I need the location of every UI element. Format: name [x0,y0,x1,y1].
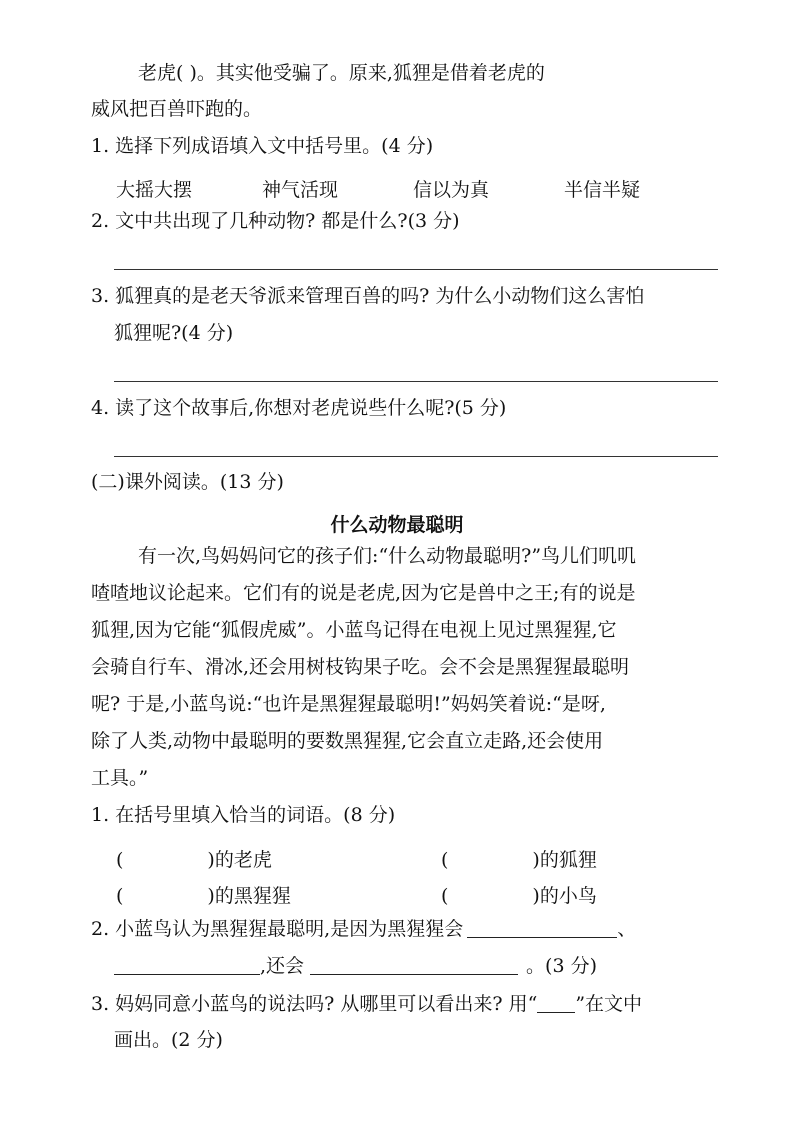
reading-question-2-line-2 [114,956,597,976]
fill-blank-fox[interactable] [441,845,597,872]
story-line-2: 威风把百兽吓跑的。 [91,98,263,120]
separator: 、 [617,918,637,940]
answer-line-q2[interactable] [114,269,718,270]
section-heading: (二)课外阅读。(13 分) [91,471,284,493]
left-paren: ( [116,885,124,907]
left-paren: ( [441,885,449,907]
passage-line-3: 狐狸,因为它能“狐假虎威”。小蓝鸟记得在电视上见过黑猩猩,它 [91,619,617,641]
passage-line-2: 喳喳地议论起来。它们有的说是老虎,因为它是兽中之王;有的说是 [91,582,636,604]
question-1: 1. 选择下列成语填入文中括号里。(4 分) [91,135,434,157]
fill-suffix: )的老虎 [207,849,272,871]
passage-line-6: 除了人类,动物中最聪明的要数黑猩猩,它会直立走路,还会使用 [91,730,604,752]
passage-line-1: 有一次,鸟妈妈问它的孩子们:“什么动物最聪明?”鸟儿们叽叽 [138,545,637,567]
question-2: 2. 文中共出现了几种动物? 都是什么?(3 分) [91,210,460,232]
left-paren: ( [116,849,124,871]
answer-line-q3[interactable] [114,381,718,382]
reading-question-2-text: 2. 小蓝鸟认为黑猩猩最聪明,是因为黑猩猩会 [91,918,464,940]
reading-question-2-line-1 [91,919,636,939]
reading-question-3-text: 3. 妈妈同意小蓝鸟的说法吗? 从哪里可以看出来? 用“ [91,993,538,1015]
underline-sample [537,994,575,1013]
question-3-line-2: 狐狸呢?(4 分) [114,322,234,344]
story-line-1: 老虎( )。其实他受骗了。原来,狐狸是借着老虎的 [138,62,545,84]
passage-line-4: 会骑自行车、滑冰,还会用树枝钩果子吃。会不会是黑猩猩最聪明 [91,656,630,678]
question-4: 4. 读了这个故事后,你想对老虎说些什么呢?(5 分) [91,397,507,419]
passage-line-5: 呢? 于是,小蓝鸟说:“也许是黑猩猩最聪明!”妈妈笑着说:“是呀, [91,693,606,715]
fill-suffix: )的狐狸 [532,849,597,871]
fill-suffix: )的黑猩猩 [207,885,291,907]
question-3-line-1: 3. 狐狸真的是老天爷派来管理百兽的吗? 为什么小动物们这么害怕 [91,285,645,307]
connector-text: ,还会 [260,955,305,977]
fill-suffix: )的小鸟 [532,885,597,907]
score-text: 。(3 分) [526,955,598,977]
reading-question-1: 1. 在括号里填入恰当的词语。(8 分) [91,804,396,826]
passage-title: 什么动物最聪明 [330,514,464,536]
fill-blank-tiger[interactable] [116,845,272,872]
reading-question-3-text-end: ”在文中 [575,993,643,1015]
fill-blank-bird[interactable] [441,881,597,908]
answer-line-q4[interactable] [114,456,718,457]
reading-question-3-line-1 [91,994,642,1014]
idiom-option-2: 神气活现 [262,179,339,201]
answer-blank-1[interactable] [467,919,617,938]
passage-line-7: 工具。” [91,767,149,789]
answer-blank-2[interactable] [114,956,260,975]
fill-blank-chimpanzee[interactable] [116,881,291,908]
left-paren: ( [441,849,449,871]
answer-blank-3[interactable] [310,956,518,975]
idiom-option-4: 半信半疑 [564,179,641,201]
idiom-option-1: 大摇大摆 [116,179,193,201]
idiom-option-3: 信以为真 [413,179,490,201]
reading-question-3-line-2: 画出。(2 分) [114,1029,223,1051]
